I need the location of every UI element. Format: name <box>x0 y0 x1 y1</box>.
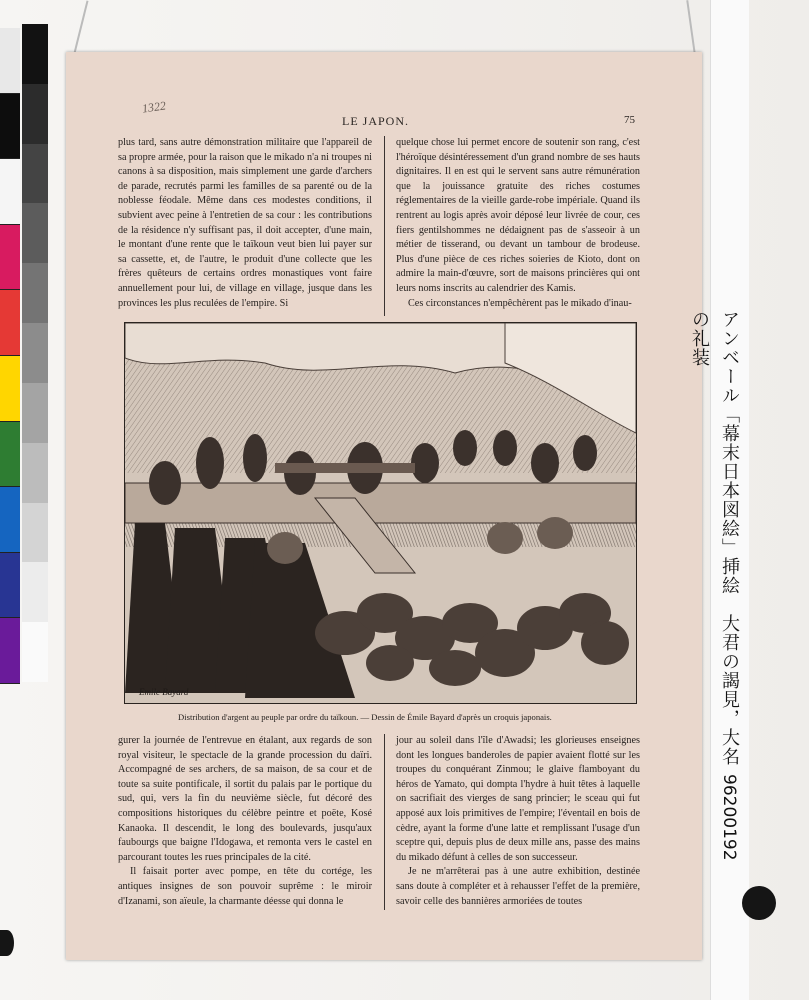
color-swatch <box>0 422 20 488</box>
text-column-bottom-right <box>396 734 640 914</box>
color-swatch <box>0 94 20 160</box>
column-divider-top <box>384 136 385 316</box>
gray-swatch <box>22 84 48 144</box>
illustration-caption: Distribution d'argent au peuple par ordre du taïkoun. — Dessin de Émile Bayard d'après un croquis japonais. <box>178 712 552 722</box>
text-column-top-right <box>396 136 640 316</box>
gray-swatch <box>22 144 48 204</box>
paragraph: quelque chose lui permet encore de soutenir son rang, c'est l'héroïque désintéressement d'un grand nombre de ses hauts dignitaires. Il en est qui le servent sans autre rémunération que la jouissance gratuite des riches costumes réglementaires de la vieille garde-robe impériale. Quand ils rentrent au logis après avoir déposé leur livrée de cour, ces fiers gentilshommes ne dédaignent pas de s'asseoir à un métier de tisserand, ou devant un tambour de brodeuse. Plus d'une pièce de ces riches soieries de Kioto, dont on admire la main-d'œuvre, sort de maisons princières qui ont leurs noms inscrits au calendrier des Kamis. <box>396 137 640 294</box>
color-swatch <box>0 487 20 553</box>
paragraph: plus tard, sans autre démonstration militaire que l'appareil de sa propre armée, pour la raison que le mikado n'a ni troupes ni canons à sa disposition, mais simplement une garde d'archers de parade, recrutés parmi les familles de sa parenté ou de la noblesse féodale. Même dans ces modestes conditions, il subvient avec peine à l'entretien de sa cour : les contributions de la résidence n'y suffisant pas, il doit accepter, d'une main, le montant d'une rente que le taïkoun veut bien lui payer sur sa cassette, et, de l'autre, le produit d'une collecte que les frères quêteurs de certains ordres monastiques vont faire annuellement pour lui, de village en village, jusque dans les provinces les plus reculées de l'empire. Si <box>118 137 372 309</box>
gray-swatch <box>22 263 48 323</box>
text-column-bottom-left <box>118 734 372 914</box>
color-swatch <box>0 159 20 225</box>
color-swatch <box>0 356 20 422</box>
color-swatch <box>0 290 20 356</box>
pin-marker-left <box>0 930 14 956</box>
color-swatch <box>0 553 20 619</box>
running-head: LE JAPON. <box>342 114 410 128</box>
pencil-annotation: 1322 <box>141 98 167 116</box>
column-divider-bottom <box>384 734 385 910</box>
color-swatch <box>0 225 20 291</box>
paragraph: jour au soleil dans l'île d'Awadsi; les glorieuses enseignes dont les longues banderoles de papier avaient flotté sur les troupes du conquérant Zinmou; le glaive flamboyant du héros de Yamato, qui dompta l'hydre à huit têtes à laquelle on sacrifiait des vierges de sang princier; le sceau qui fut apposé aux lois primitives de l'empire; l'éventail en bois de cèdre, ayant la forme d'une latte et remplissant l'usage d'un sceptre qui, depuis plus de deux mille ans, passe des mains du mikado défunt à celles de son successeur. <box>396 735 640 863</box>
stage-platform <box>125 483 636 523</box>
gray-swatch <box>22 323 48 383</box>
artist-signature: Emile Bayard <box>139 687 189 697</box>
gray-swatch <box>22 24 48 84</box>
pin-marker-right <box>742 886 776 920</box>
gray-swatch <box>22 503 48 563</box>
gray-swatch <box>22 443 48 503</box>
japanese-title: アンベール「幕末日本図絵」挿絵 大君の謁見，大名の礼装 <box>689 310 740 766</box>
color-swatch <box>0 618 20 684</box>
page-number: 75 <box>624 114 635 126</box>
gray-swatch <box>22 383 48 443</box>
color-calibration-strip <box>0 28 20 684</box>
gray-swatch <box>22 622 48 682</box>
paragraph: Je ne m'arrêterai pas à une autre exhibition, destinée sans doute à compléter et à rehausser l'effet de la première, savoir celle des bannières armoriées de toutes <box>396 866 640 907</box>
paragraph: Il faisait porter avec pompe, en tête du cortége, les antiques insignes de son pouvoir suprême : le miroir d'Izanami, son aïeule, la charmante déesse qui donna le <box>118 866 372 907</box>
color-swatch <box>0 28 20 94</box>
gray-swatch <box>22 203 48 263</box>
paragraph: Ces circonstances n'empêchèrent pas le mikado d'inau- <box>408 297 632 309</box>
engraving-illustration <box>124 322 637 704</box>
text-column-top-left <box>118 136 372 312</box>
catalog-number: 96200192 <box>719 774 739 861</box>
gray-calibration-strip <box>22 24 48 682</box>
paragraph: gurer la journée de l'entrevue en étalant, aux regards de son royal visiteur, le spectacle de la grande procession du daïri. Accompagné de ses archers, de sa maison, de sa cour et de toute sa suite pontificale, il sortit du palais par le portique du sud, qui, vers la fin du neuvième siècle, fut décoré des compositions historiques du célèbre peintre et poëte, Kosé Kanaoka. Il descendit, le long des boulevards, jusqu'aux faubourgs que baigne l'Idogawa, et remonta vers le castel en parcourant toutes les rues principales de la cité. <box>118 735 372 863</box>
gray-swatch <box>22 562 48 622</box>
engraving-scene <box>125 323 636 703</box>
